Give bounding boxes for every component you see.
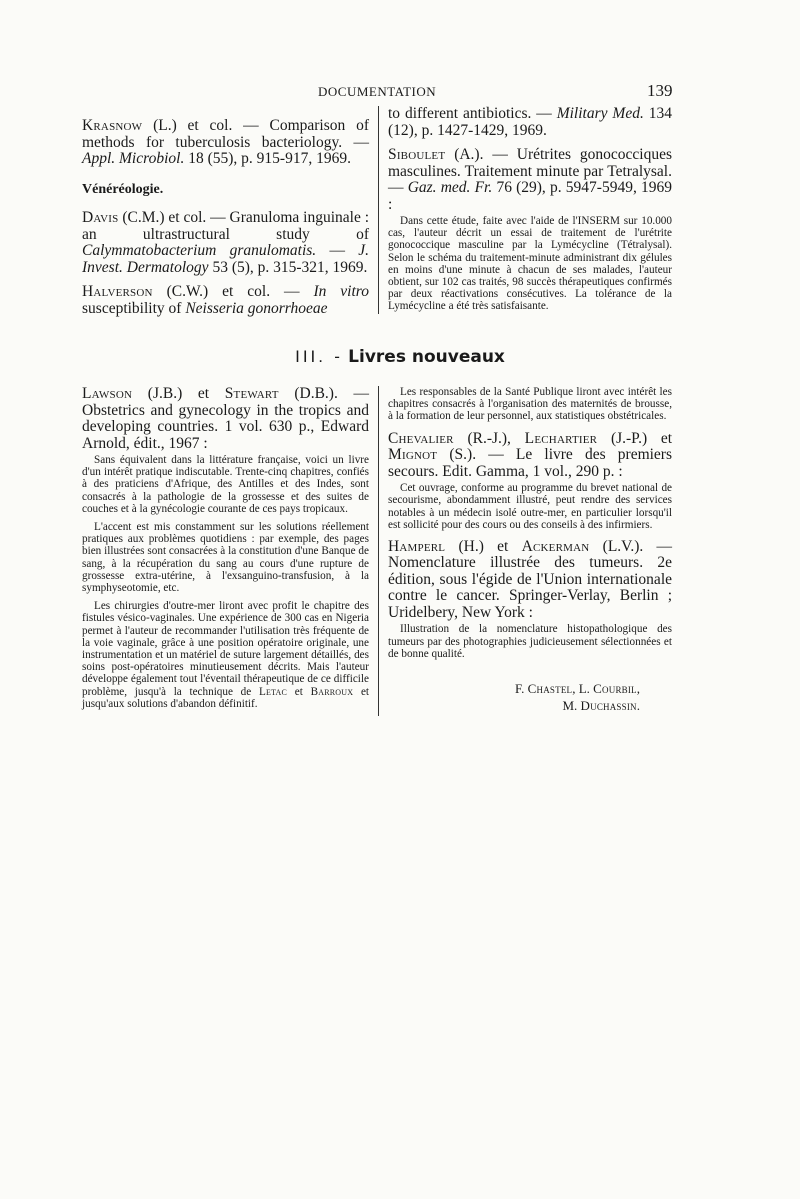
book-entry-hamperl	[388, 539, 672, 622]
page-header	[0, 82, 800, 102]
review-paragraph: Cet ouvrage, conforme au programme du brevet national de secourisme, abondamment illustré, peut rendre des services notables à un médecin isolé outre-mer, en particulier lorsqu'il est sollicité pour des cours ou des conseils à des infirmiers.	[388, 482, 672, 531]
signature-punct: ,	[636, 681, 640, 697]
author-name: Stewart	[224, 385, 279, 402]
right-column-bottom	[388, 386, 672, 714]
left-column-top	[82, 118, 369, 325]
reference-citation: 53 (5), p. 315-321, 1969.	[212, 258, 368, 276]
author-name: Lechartier	[524, 429, 598, 447]
column-divider-bottom	[378, 386, 379, 716]
left-column-bottom	[82, 386, 369, 716]
book-title-text: (S.). — Le livre des premiers secours. Edit. Gamma, 1 vol., 290 p. :	[388, 446, 673, 480]
author-name: Chevalier	[388, 429, 454, 447]
signature-name: Chastel	[527, 681, 573, 697]
reference-citation: 76 (29), p. 5947-5949, 1969 :	[388, 179, 673, 213]
reference-entry-continuation	[388, 106, 672, 139]
signature-initial: F.	[514, 681, 525, 697]
review-text: Les chirurgies d'outre-mer liront avec profit le chapitre des fistules vésico-vaginales. Une expérience de 300 cas en Nigeria permet à l'auteur de recommander l'utilisation très fréquente de la voie vaginale, grâce à une position opératoire originale, une instrumentation et un matériel de suture largement détaillés, des soins post-opératoires minutieusement décrits. Mais l'auteur développe également tout l'éventail thérapeutique de ce difficile problème, jusqu'à la technique de	[82, 600, 369, 698]
signature-punct: .	[636, 698, 640, 714]
section-title	[0, 347, 800, 367]
review-paragraph	[82, 600, 369, 710]
signature-line	[388, 680, 640, 697]
column-divider-top	[378, 106, 379, 314]
review-paragraph: Sans équivalent dans la littérature française, voici un livre d'un intérêt pratique indiscutable. Trente-cinq chapitres, confiés à des praticiens d'Afrique, des Antilles et des Indes, sont consacrés à la pathologie de la grossesse et des suites de couches et à la gynécologie courante de ces pays tropicaux.	[82, 454, 369, 515]
author-connector: (J.B.) et	[147, 385, 210, 402]
latin-phrase: In vitro	[313, 283, 369, 300]
author-name: Siboulet	[388, 146, 446, 163]
review-paragraph: L'accent est mis constamment sur les solutions réellement pratiques aux problèmes quotidiens : par exemple, des pages bien illustrées sont consacrées à la constitution d'une Banque de sang, à la récupération du sang au cours d'une rupture de grossesse extra-utérine, à l'exsanguino-transfusion, à la symphyseotomie, etc.	[82, 521, 369, 595]
author-name: Barroux	[310, 685, 354, 698]
journal-title: J. Invest. Dermatology	[82, 242, 370, 276]
reference-entry-siboulet	[388, 147, 672, 213]
reference-entry-krasnow	[82, 118, 369, 168]
running-head: DOCUMENTATION	[318, 84, 437, 99]
book-entry-chevalier	[388, 431, 672, 481]
author-connector: (R.-J.),	[467, 429, 511, 447]
author-name: Letac	[258, 685, 288, 698]
reference-entry-davis	[82, 210, 369, 276]
journal-title: Military Med.	[556, 105, 644, 122]
signature-line	[388, 697, 640, 714]
author-name: Davis	[82, 209, 119, 226]
section-number: III.	[295, 347, 326, 366]
review-text: et	[294, 685, 303, 698]
book-title-text: (L.V.). — Nomenclature illustrée des tumeurs. 2e édition, sous l'égide de l'Union internationale contre le cancer. Springer-Verlay, Berlin ; Uridelbery, New York :	[388, 537, 673, 621]
section-heading: Livres nouveaux	[348, 347, 505, 367]
signature-name: Courbil	[593, 681, 637, 697]
reference-entry-halverson	[82, 284, 369, 317]
author-connector: (H.) et	[458, 537, 509, 555]
subheading-venereologie: Vénéréologie.	[82, 181, 164, 197]
signature-block	[388, 680, 672, 714]
reference-text: (L.) et col. — Comparison of methods for tuberculosis bacteriology. —	[82, 117, 369, 151]
right-column-top	[388, 106, 672, 319]
reference-text: (A.). — Urétrites gonococciques masculines. Traitement minute par Tetralysal. —	[388, 146, 672, 196]
signature-name: Duchassin	[580, 698, 637, 714]
book-title-text: (D.B.). — Obstetrics and gynecology in the tropics and developing countries. 1 vol. 630 p., Edward Arnold, édit., 1967 :	[82, 385, 369, 452]
reference-text: to different antibiotics. —	[388, 105, 552, 122]
reference-dash: —	[329, 242, 345, 259]
author-name: Hamperl	[388, 537, 446, 555]
species-name: Neisseria gonorrhoeae	[185, 299, 328, 317]
signature-initial: , L.	[572, 681, 590, 697]
abstract-siboulet: Dans cette étude, faite avec l'aide de l'INSERM sur 10.000 cas, l'auteur décrit un essai de traitement de l'urétrite gonococcique masculine par la Lymécycline (Tétralysal). Selon le schéma du traitement-minute administrant dix gélules en moins d'une minute à chacun de ses malades, l'auteur obtient, sur 102 cas traités, 98 succès thérapeutiques confirmés par deux réactivations consécutives. La tolérance de la Lymécycline a été très satisfaisante.	[388, 215, 672, 313]
author-name: Krasnow	[82, 117, 143, 134]
author-name: Lawson	[82, 385, 133, 402]
reference-citation: 18 (55), p. 915-917, 1969.	[188, 150, 351, 167]
author-connector: (J.-P.) et	[610, 429, 673, 447]
author-name: Halverson	[82, 283, 153, 300]
reference-text: (C.M.) et col. — Granuloma inguinale : an ultrastructural study of	[82, 209, 370, 243]
journal-title: Appl. Microbiol.	[82, 150, 185, 167]
review-paragraph: Illustration de la nomenclature histopathologique des tumeurs par des photographies judicieusement sélectionnées et de bonne qualité.	[388, 623, 672, 660]
reference-text-continued: susceptibility of	[82, 299, 182, 317]
reference-text: (C.W.) et col. —	[166, 283, 300, 300]
author-name: Ackerman	[521, 537, 590, 555]
author-name: Mignot	[388, 446, 438, 464]
review-paragraph-continuation: Les responsables de la Santé Publique liront avec intérêt les chapitres consacrés à l'organisation des maternités de brousse, à la formation de leur personnel, aux statistiques obstétricales.	[388, 386, 672, 423]
reference-citation: 134 (12), p. 1427-1429, 1969.	[388, 105, 672, 139]
section-dash: -	[334, 347, 340, 366]
species-name: Calymmatobacterium granulomatis.	[82, 242, 317, 259]
review-text: et jusqu'aux solutions d'abandon définitif.	[82, 685, 370, 710]
signature-initial: M.	[562, 698, 578, 714]
book-entry-lawson	[82, 386, 369, 452]
journal-title: Gaz. med. Fr.	[407, 179, 493, 196]
page-number: 139	[647, 81, 673, 100]
